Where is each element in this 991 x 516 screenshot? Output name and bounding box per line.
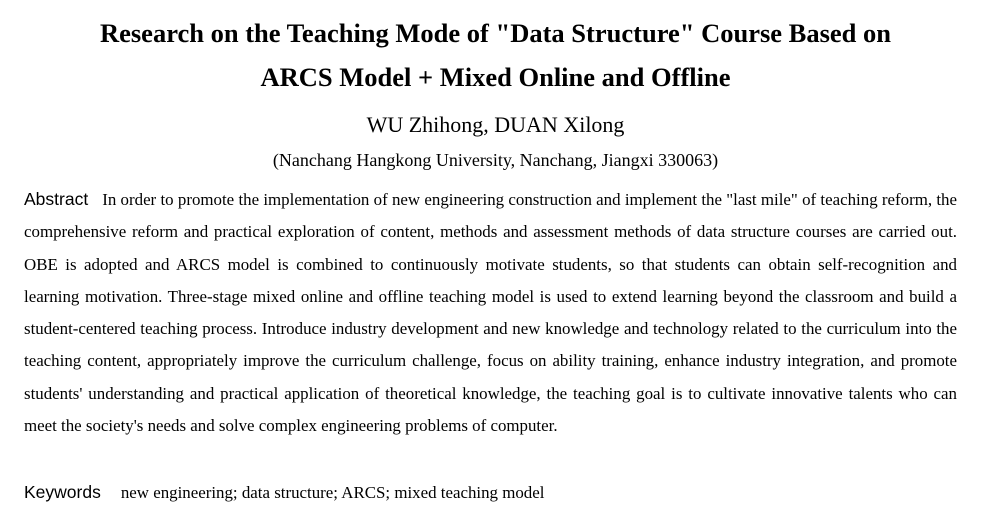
keywords-label: Keywords bbox=[24, 482, 101, 502]
paper-affiliation: (Nanchang Hangkong University, Nanchang, Jiangxi 330063) bbox=[272, 150, 719, 170]
abstract-text: In order to promote the implementation of new engineering construction and implement the "last mile" of teaching reform, the comprehensive reform and practical exploration of content, methods and assessment methods of data structure courses are carried out. OBE is adopted and ARCS model is combined to continuously motivate students, so that students can obtain self-recognition and learning motivation. Three-stage mixed online and offline teaching model is used to extend learning beyond the classroom and build a student-centered teaching process. Introduce industry development and new knowledge and technology related to the curriculum into the teaching content, appropriately improve the curriculum challenge, focus on ability training, enhance industry integration, and promote students' understanding and practical application of theoretical knowledge, the teaching goal is to cultivate innovative talents who can meet the society's needs and solve complex engineering problems of computer. bbox=[24, 190, 957, 436]
keywords-section bbox=[24, 478, 957, 507]
abstract-section bbox=[24, 183, 957, 442]
paper-authors: WU Zhihong, DUAN Xilong bbox=[366, 112, 625, 137]
keywords-text: new engineering; data structure; ARCS; mixed teaching model bbox=[120, 483, 545, 502]
paper-title-line-2: ARCS Model + Mixed Online and Offline bbox=[260, 62, 731, 92]
paper-title-line-1: Research on the Teaching Mode of "Data Structure" Course Based on bbox=[99, 18, 892, 48]
abstract-label: Abstract bbox=[24, 189, 89, 209]
